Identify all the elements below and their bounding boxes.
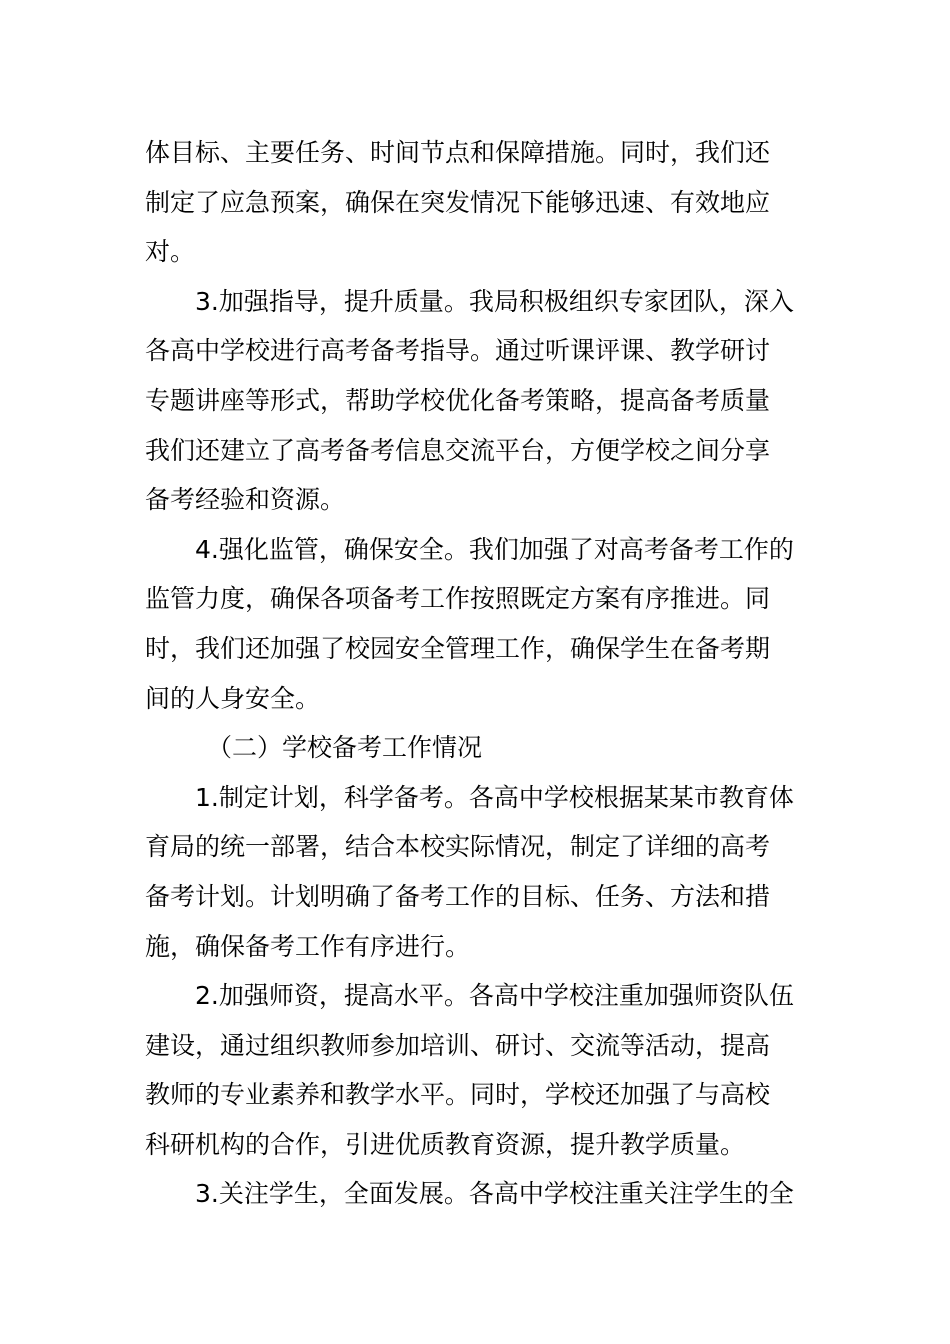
text-line: 我们还建立了高考备考信息交流平台，方便学校之间分享	[145, 435, 771, 465]
text-line: 体目标、主要任务、时间节点和保障措施。同时，我们还	[145, 138, 771, 167]
document-body	[145, 128, 810, 1219]
paragraph-start-line: 3.关注学生，全面发展。各高中学校注重关注学生的全	[195, 1179, 794, 1209]
text-line: 备考计划。计划明确了备考工作的目标、任务、方法和措	[145, 881, 771, 911]
text-line: 各高中学校进行高考备考指导。通过听课评课、教学研讨	[145, 336, 771, 366]
text-line: 时，我们还加强了校园安全管理工作，确保学生在备考期	[145, 633, 771, 663]
text-line: 教师的专业素养和教学水平。同时，学校还加强了与高校	[145, 1080, 771, 1110]
text-line: 间的人身安全。	[145, 683, 321, 713]
text-line: 专题讲座等形式，帮助学校优化备考策略，提高备考质量	[145, 385, 771, 415]
text-line: 制定了应急预案，确保在突发情况下能够迅速、有效地应	[145, 187, 771, 217]
text-line: 对。	[145, 237, 196, 267]
paragraph-start-line: 1.制定计划，科学备考。各高中学校根据某某市教育体	[195, 782, 794, 812]
section-heading: （二）学校备考工作情况	[207, 733, 483, 763]
paragraph-start-line: 4.强化监管，确保安全。我们加强了对高考备考工作的	[195, 534, 794, 564]
paragraph-start-line: 3.加强指导，提升质量。我局积极组织专家团队，深入	[195, 286, 794, 316]
text-line: 育局的统一部署，结合本校实际情况，制定了详细的高考	[145, 832, 771, 862]
text-line: 备考经验和资源。	[145, 485, 346, 515]
text-line: 监管力度，确保各项备考工作按照既定方案有序推进。同	[145, 584, 771, 614]
text-line: 科研机构的合作，引进优质教育资源，提升教学质量。	[145, 1129, 746, 1159]
text-line: 建设，通过组织教师参加培训、研讨、交流等活动，提高	[145, 1030, 771, 1060]
paragraph-start-line: 2.加强师资，提高水平。各高中学校注重加强师资队伍	[195, 981, 794, 1011]
text-line: 施，确保备考工作有序进行。	[145, 931, 471, 961]
